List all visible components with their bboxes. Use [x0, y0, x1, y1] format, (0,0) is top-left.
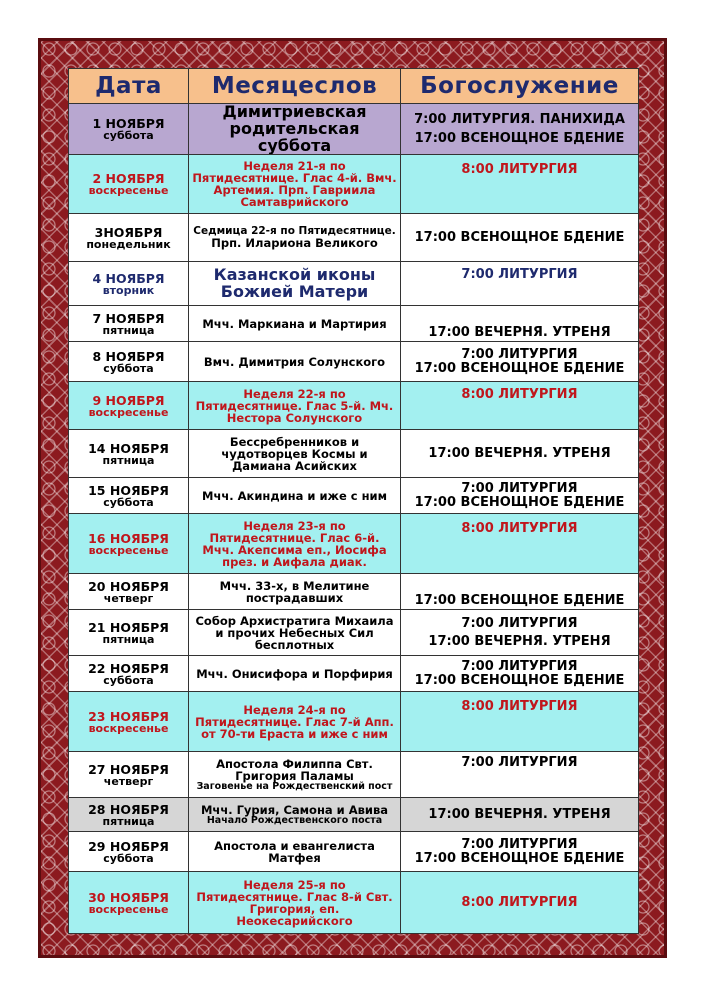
- service-line: 8:00 ЛИТУРГИЯ: [461, 162, 578, 178]
- table-row: [69, 262, 639, 306]
- date: 23 НОЯБРЯ: [88, 708, 169, 724]
- saint-line: Апостола Филиппа Свт. Григория Паламы: [216, 756, 373, 783]
- service-line: 7:00 ЛИТУРГИЯ: [461, 616, 578, 632]
- date-cell: [69, 262, 189, 306]
- service-line: 7:00 ЛИТУРГИЯ: [461, 481, 578, 497]
- weekday: суббота: [103, 673, 154, 687]
- date: 28 НОЯБРЯ: [88, 801, 169, 817]
- saint-cell: Казанской иконы Божией Матери: [189, 262, 401, 306]
- date: 22 НОЯБРЯ: [88, 660, 169, 676]
- date-cell: [69, 155, 189, 214]
- service-line: 17:00 ВЕЧЕРНЯ. УТРЕНЯ: [428, 324, 611, 340]
- saint-cell: Апостола и евангелиста Матфея: [189, 832, 401, 872]
- saint-cell: Вмч. Димитрия Солунского: [189, 342, 401, 382]
- table-row: [69, 656, 639, 692]
- date-cell: [69, 872, 189, 934]
- service-cell: [401, 798, 639, 832]
- table-row: [69, 382, 639, 430]
- saint-line: Прп. Илариона Великого: [211, 236, 378, 251]
- service-cell: [401, 262, 639, 306]
- table-row: [69, 430, 639, 478]
- saint-cell: Неделя 25-я по Пятидесятнице. Глас 8-й Свт. Григория, еп. Неокесарийского: [189, 872, 401, 934]
- service-line: 7:00 ЛИТУРГИЯ: [461, 267, 578, 283]
- table-row: [69, 692, 639, 752]
- date: 30 НОЯБРЯ: [88, 889, 169, 905]
- saint-cell: Неделя 24-я по Пятидесятнице. Глас 7-й Апп. от 70-ти Ераста и иже с ним: [189, 692, 401, 752]
- service-line: 7:00 ЛИТУРГИЯ: [461, 347, 578, 363]
- table-row: [69, 872, 639, 934]
- date: 1 НОЯБРЯ: [92, 115, 165, 131]
- weekday: вторник: [102, 283, 155, 297]
- weekday: суббота: [103, 851, 154, 865]
- saint-cell: Мчч. Онисифора и Порфирия: [189, 656, 401, 692]
- service-cell: [401, 478, 639, 514]
- service-line: 8:00 ЛИТУРГИЯ: [461, 699, 578, 715]
- date: 20 НОЯБРЯ: [88, 578, 169, 594]
- service-line: 8:00 ЛИТУРГИЯ: [461, 387, 578, 403]
- service-cell: [401, 574, 639, 610]
- saint-line: Седмица 22-я по Пятидесятнице.: [193, 225, 396, 238]
- saint-note: Заговенье на Рождественский пост: [196, 780, 393, 792]
- weekday: суббота: [103, 128, 154, 142]
- saint-line: Мчч. Гурия, Самона и Авива: [200, 802, 389, 817]
- saint-cell: Неделя 22-я по Пятидесятнице. Глас 5-й. Мч. Нестора Солунского: [189, 382, 401, 430]
- weekday: воскресенье: [88, 543, 169, 557]
- table-row: [69, 104, 639, 155]
- saint-cell: Неделя 23-я по Пятидесятнице. Глас 6-й. Мчч. Акепсима еп., Иосифа през. и Аифала диак.: [189, 514, 401, 574]
- table-row: [69, 214, 639, 262]
- weekday: пятница: [102, 323, 155, 337]
- service-cell: [401, 155, 639, 214]
- saint-cell: [189, 214, 401, 262]
- table-row: [69, 752, 639, 798]
- saint-cell: Мчч. Маркиана и Мартирия: [189, 306, 401, 342]
- service-cell: [401, 752, 639, 798]
- weekday: воскресенье: [88, 902, 169, 916]
- service-line: 7:00 ЛИТУРГИЯ. ПАНИХИДА: [414, 111, 625, 127]
- service-line: 7:00 ЛИТУРГИЯ: [461, 659, 578, 675]
- saint-cell: [189, 798, 401, 832]
- date-cell: [69, 478, 189, 514]
- date-cell: [69, 430, 189, 478]
- date: 3НОЯБРЯ: [94, 224, 163, 240]
- date-cell: [69, 656, 189, 692]
- header-calendar: Месяцеслов: [189, 69, 401, 104]
- date: 15 НОЯБРЯ: [88, 482, 169, 498]
- weekday: суббота: [103, 361, 154, 375]
- table-row: [69, 610, 639, 656]
- weekday: воскресенье: [88, 405, 169, 419]
- table-row: [69, 342, 639, 382]
- weekday: пятница: [102, 632, 155, 646]
- date-cell: [69, 514, 189, 574]
- date-cell: [69, 752, 189, 798]
- weekday: четверг: [103, 774, 154, 788]
- table-row: [69, 514, 639, 574]
- weekday: четверг: [103, 591, 154, 605]
- service-cell: [401, 610, 639, 656]
- date: 14 НОЯБРЯ: [88, 440, 169, 456]
- saint-cell: Собор Архистратига Михаила и прочих Небесных Сил бесплотных: [189, 610, 401, 656]
- date: 2 НОЯБРЯ: [92, 171, 165, 187]
- service-line: 17:00 ВЕЧЕРНЯ. УТРЕНЯ: [428, 446, 611, 462]
- service-cell: [401, 430, 639, 478]
- service-cell: [401, 832, 639, 872]
- service-cell: [401, 306, 639, 342]
- weekday: пятница: [102, 814, 155, 828]
- table-header-row: [69, 69, 639, 104]
- date: 4 НОЯБРЯ: [92, 270, 165, 286]
- date-cell: [69, 798, 189, 832]
- saint-cell: Неделя 21-я по Пятидесятнице. Глас 4-й. Вмч. Артемия. Прп. Гавриила Самтаврийского: [189, 155, 401, 214]
- service-cell: [401, 514, 639, 574]
- service-line: 17:00 ВСЕНОЩНОЕ БДЕНИЕ: [414, 131, 625, 147]
- date-cell: [69, 306, 189, 342]
- service-cell: [401, 342, 639, 382]
- date-cell: [69, 214, 189, 262]
- service-cell: [401, 692, 639, 752]
- date-cell: [69, 692, 189, 752]
- weekday: воскресенье: [88, 184, 169, 198]
- service-line: 8:00 ЛИТУРГИЯ: [461, 895, 578, 911]
- table-row: [69, 798, 639, 832]
- table-row: [69, 306, 639, 342]
- date: 9 НОЯБРЯ: [92, 392, 165, 408]
- date: 27 НОЯБРЯ: [88, 761, 169, 777]
- weekday: суббота: [103, 495, 154, 509]
- table-row: [69, 574, 639, 610]
- service-line: 17:00 ВСЕНОЩНОЕ БДЕНИЕ: [414, 850, 625, 866]
- table-row: [69, 832, 639, 872]
- saint-note: Начало Рождественского поста: [206, 814, 383, 826]
- service-line: 17:00 ВЕЧЕРНЯ. УТРЕНЯ: [428, 807, 611, 823]
- service-line: 17:00 ВСЕНОЩНОЕ БДЕНИЕ: [414, 494, 625, 510]
- service-line: 7:00 ЛИТУРГИЯ: [461, 755, 578, 771]
- service-line: 17:00 ВСЕНОЩНОЕ БДЕНИЕ: [414, 360, 625, 376]
- saint-cell: Мчч. 33-х, в Мелитине пострадавших: [189, 574, 401, 610]
- service-cell: [401, 104, 639, 155]
- service-cell: [401, 214, 639, 262]
- table-row: [69, 155, 639, 214]
- date: 8 НОЯБРЯ: [92, 348, 165, 364]
- date-cell: [69, 574, 189, 610]
- service-cell: [401, 382, 639, 430]
- service-line: 17:00 ВСЕНОЩНОЕ БДЕНИЕ: [414, 230, 625, 246]
- date: 16 НОЯБРЯ: [88, 530, 169, 546]
- weekday: понедельник: [86, 237, 171, 251]
- date-cell: [69, 382, 189, 430]
- date: 21 НОЯБРЯ: [88, 619, 169, 635]
- service-line: 17:00 ВСЕНОЩНОЕ БДЕНИЕ: [414, 592, 625, 608]
- date: 29 НОЯБРЯ: [88, 838, 169, 854]
- service-line: 7:00 ЛИТУРГИЯ: [461, 837, 578, 853]
- schedule-container: [68, 68, 638, 930]
- header-date: Дата: [69, 69, 189, 104]
- date-cell: [69, 342, 189, 382]
- service-cell: [401, 656, 639, 692]
- date: 7 НОЯБРЯ: [92, 310, 165, 326]
- date-cell: [69, 610, 189, 656]
- weekday: пятница: [102, 453, 155, 467]
- saint-cell: [189, 752, 401, 798]
- schedule-table: [68, 68, 639, 934]
- service-line: 8:00 ЛИТУРГИЯ: [461, 521, 578, 537]
- saint-cell: Мчч. Акиндина и иже с ним: [189, 478, 401, 514]
- saint-cell: Бессребренников и чудотворцев Космы и Дамиана Асийских: [189, 430, 401, 478]
- service-line: 17:00 ВЕЧЕРНЯ. УТРЕНЯ: [428, 633, 611, 649]
- header-service: Богослужение: [401, 69, 639, 104]
- date-cell: [69, 832, 189, 872]
- service-cell: [401, 872, 639, 934]
- service-line: 17:00 ВСЕНОЩНОЕ БДЕНИЕ: [414, 672, 625, 688]
- weekday: воскресенье: [88, 721, 169, 735]
- saint-cell: Димитриевская родительская суббота: [189, 104, 401, 155]
- table-row: [69, 478, 639, 514]
- date-cell: [69, 104, 189, 155]
